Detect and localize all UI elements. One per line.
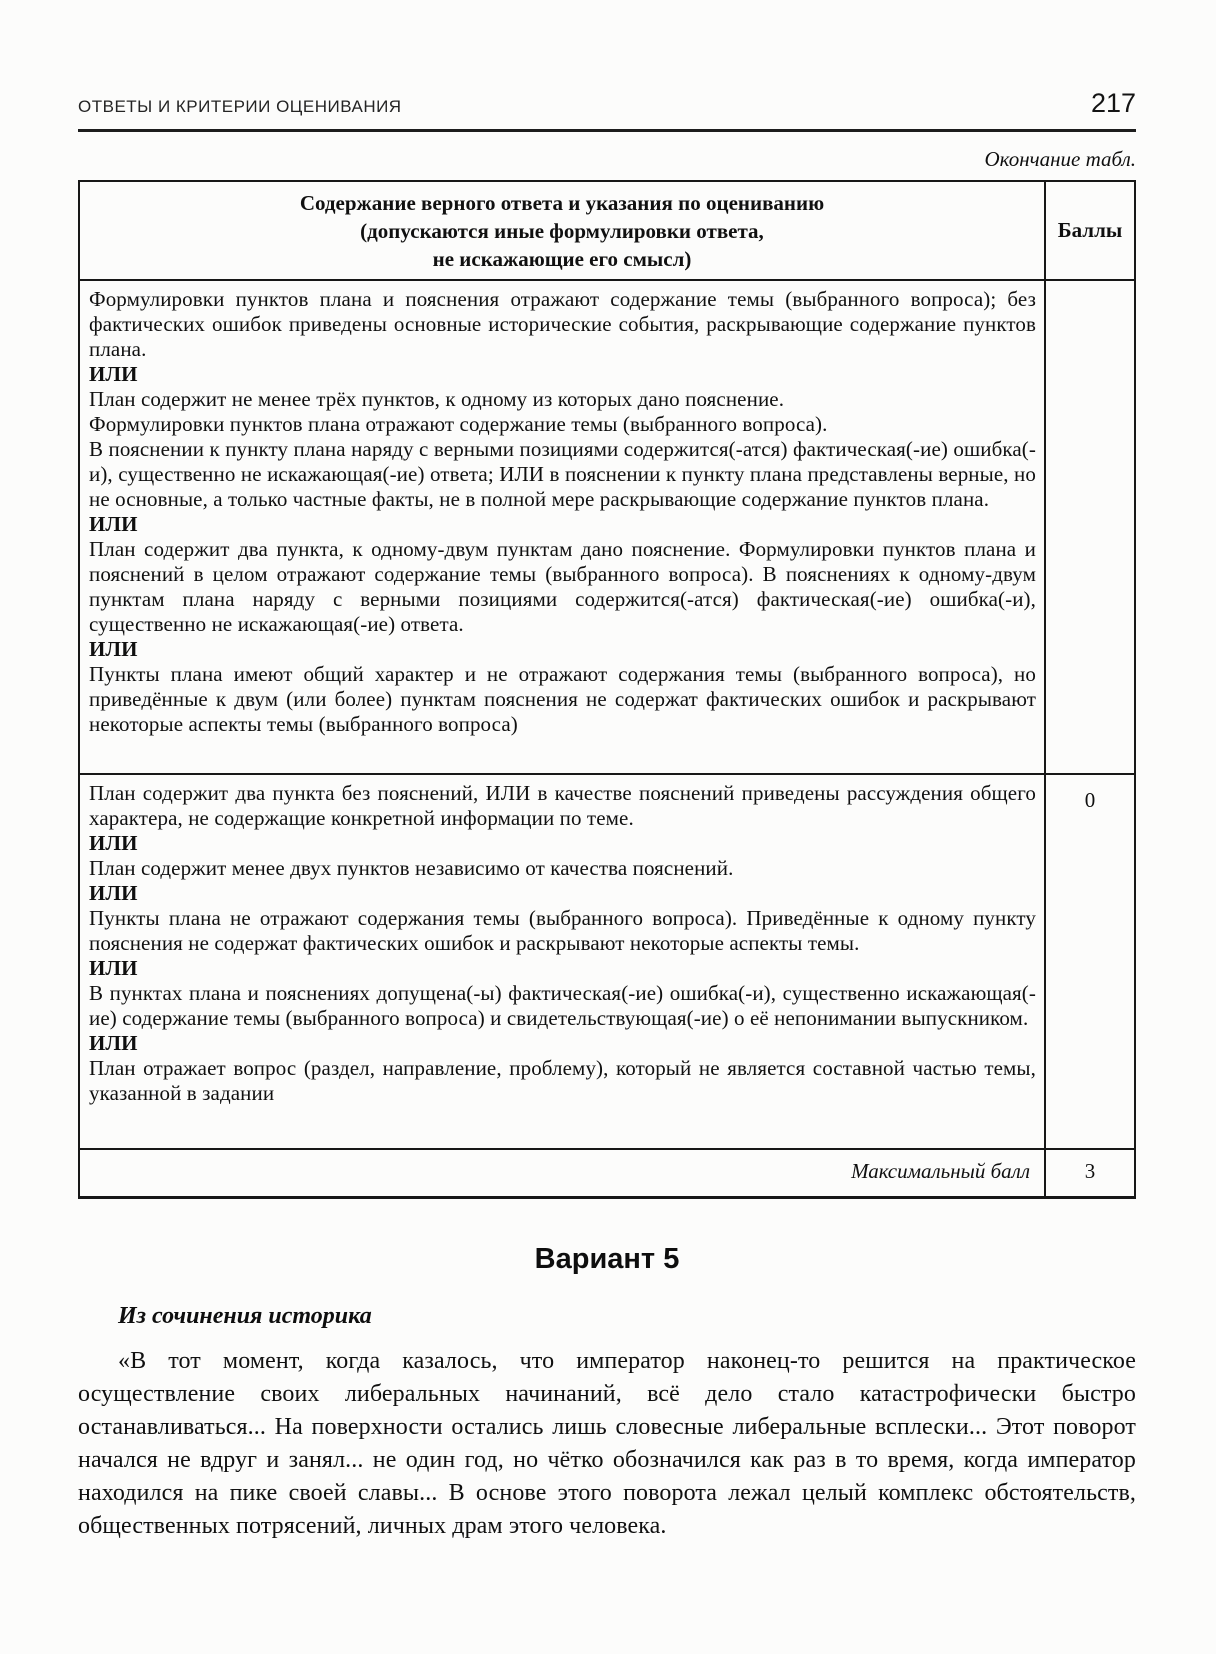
or-separator: ИЛИ: [89, 831, 138, 855]
max-score-label: Максимальный балл: [80, 1150, 1046, 1196]
criteria-paragraph: Формулировки пунктов плана отражают содержание темы (выбранного вопроса).: [89, 412, 828, 436]
running-header: ОТВЕТЫ И КРИТЕРИИ ОЦЕНИВАНИЯ: [78, 97, 402, 116]
or-separator: ИЛИ: [89, 1031, 138, 1055]
criteria-paragraph: В пояснении к пункту плана наряду с верными позициями содержится(-атся) фактическая(-ие) ошибка(-и), существенно не искажающая(-ие) ответа; ИЛИ в пояснении к пункту плана представлены верные, но не основные, а только частные факты, не в полной мере раскрывающие содержание пунктов плана.: [89, 437, 1036, 511]
criteria-paragraph: План содержит два пункта без пояснений, ИЛИ в качестве пояснений приведены рассуждения общего характера, не содержащие конкретной информации по теме.: [89, 781, 1036, 830]
essay-source-heading: Из сочинения историка: [118, 1303, 372, 1329]
criteria-paragraph: В пунктах плана и пояснениях допущена(-ы) фактическая(-ие) ошибка(-и), существенно искажающая(-ие) содержание темы (выбранного вопроса) и свидетельствующая(-ие) о её непонимании выпускником.: [89, 981, 1036, 1030]
variant-heading: Вариант 5: [534, 1243, 680, 1275]
essay-quote: «В тот момент, когда казалось, что император наконец-то решится на практическое осуществление своих либеральных начинаний, всё дело стало катастрофически быстро останавливаться... На поверхности остались лишь словесные либеральные всплески... Этот поворот начался не вдруг и занял... не один год, но чётко обозначился как раз в то время, когда император находился на пике своей славы... В основе этого поворота лежал целый комплекс обстоятельств, общественных потрясений, личных драм этого человека.: [78, 1348, 1136, 1539]
criteria-header-line-1: Содержание верного ответа и указания по оцениванию: [299, 191, 825, 215]
criteria-cell: [80, 775, 1046, 1148]
or-separator: ИЛИ: [89, 362, 138, 386]
criteria-cell: [80, 281, 1046, 773]
criteria-header-line-3: не искажающие его смысл): [432, 247, 692, 271]
criteria-row-1: [80, 281, 1134, 775]
criteria-header-line-2: (допускаются иные формулировки ответа,: [360, 219, 764, 243]
criteria-header-cell: [80, 182, 1046, 279]
criteria-paragraph: План отражает вопрос (раздел, направление, проблему), который не является составной частью темы, указанной в задании: [89, 1056, 1036, 1105]
or-separator: ИЛИ: [89, 512, 138, 536]
page-header: [78, 88, 1136, 119]
or-separator: ИЛИ: [89, 637, 138, 661]
or-separator: ИЛИ: [89, 956, 138, 980]
page-number: 217: [1090, 88, 1136, 118]
header-divider: [78, 129, 1136, 132]
scoring-criteria-table: [78, 180, 1136, 1199]
score-header-cell: Баллы: [1057, 218, 1123, 242]
max-score-row: [80, 1150, 1134, 1196]
score-cell: 0: [1084, 788, 1096, 812]
criteria-paragraph: План содержит не менее трёх пунктов, к одному из которых дано пояснение.: [89, 387, 785, 411]
table-header-row: [80, 182, 1134, 281]
criteria-paragraph: Формулировки пунктов плана и пояснения отражают содержание темы (выбранного вопроса); без фактических ошибок приведены основные исторические события, раскрывающие содержание пунктов плана.: [89, 287, 1036, 361]
criteria-paragraph: План содержит менее двух пунктов независимо от качества пояснений.: [89, 856, 734, 880]
table-continuation-note: Окончание табл.: [984, 147, 1136, 171]
criteria-paragraph: Пункты плана не отражают содержания темы (выбранного вопроса). Приведённые к одному пункту пояснения не содержат фактических ошибок и раскрывают некоторые аспекты темы.: [89, 906, 1036, 955]
or-separator: ИЛИ: [89, 881, 138, 905]
criteria-row-2: [80, 775, 1134, 1150]
max-score-value: 3: [1084, 1159, 1096, 1183]
criteria-paragraph: План содержит два пункта, к одному-двум пунктам дано пояснение. Формулировки пунктов плана и пояснений в целом отражают содержание темы (выбранного вопроса). В пояснениях к одному-двум пунктам плана наряду с верными позициями содержится(-атся) фактическая(-ие) ошибка(-и), существенно не искажающая(-ие) ответа.: [89, 537, 1036, 636]
score-cell: [1046, 281, 1134, 773]
criteria-paragraph: Пункты плана имеют общий характер и не отражают содержания темы (выбранного вопроса), но приведённые к двум (или более) пунктам пояснения не содержат фактических ошибок и раскрывают некоторые аспекты темы (выбранного вопроса): [89, 662, 1036, 736]
